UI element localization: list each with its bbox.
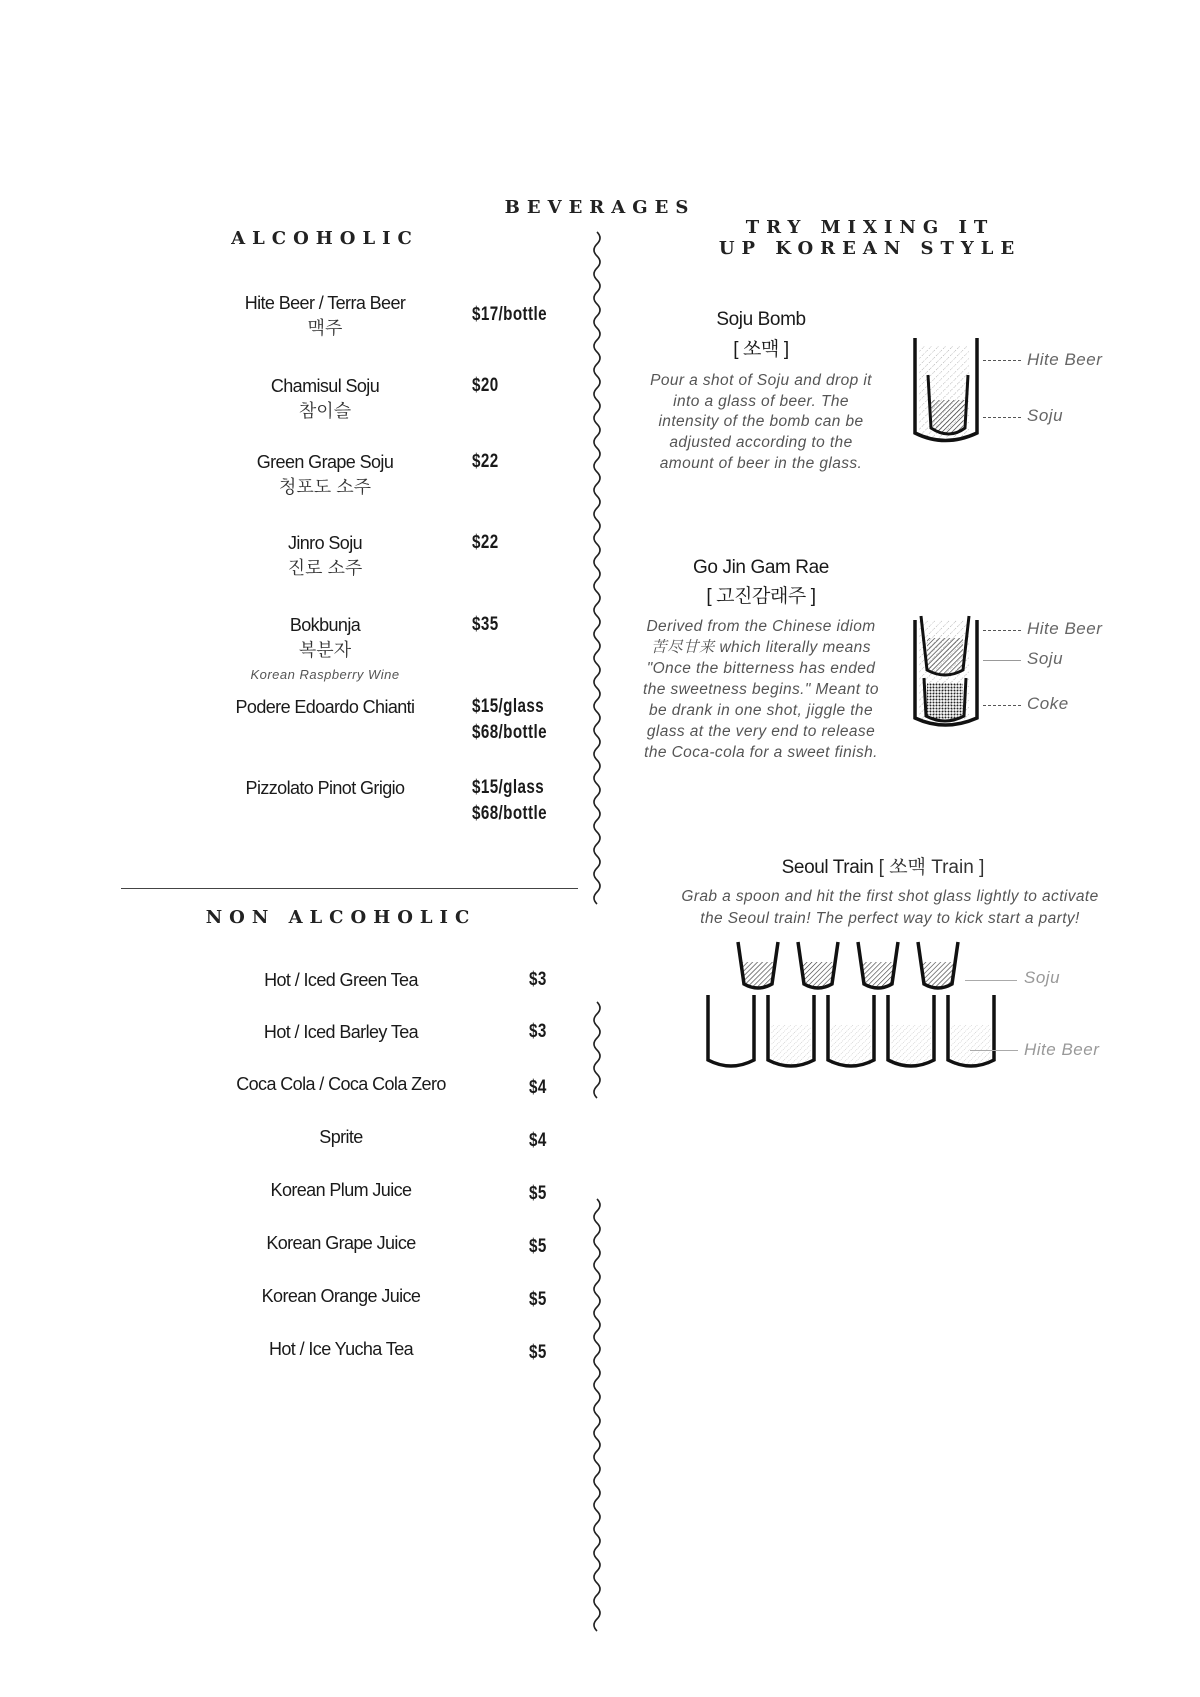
leader-line (983, 630, 1021, 631)
beer-fill (771, 1025, 811, 1065)
seoul-train-korean: [ 쏘맥 Train ] (878, 857, 985, 878)
menu-item-price: $35 (472, 614, 499, 635)
beer-fill (831, 1025, 871, 1065)
mixing-heading-line-1: TRY MIXING IT (745, 217, 995, 238)
menu-item-price: $15/glass (472, 777, 545, 798)
menu-item-price: $68/bottle (472, 722, 547, 743)
description-line: intensity of the bomb can be (658, 413, 864, 431)
soju-bomb-label-beer: Hite Beer (1027, 350, 1103, 369)
menu-item-price: $5 (529, 1289, 547, 1310)
menu-item-name: Podere Edoardo Chianti (235, 697, 415, 717)
wave-segment (594, 1199, 600, 1631)
wavy-column-divider (585, 0, 609, 1697)
menu-item-name: Jinro Soju (287, 533, 363, 553)
menu-item-price: $4 (529, 1130, 547, 1151)
menu-item-name: Korean Plum Juice (270, 1180, 412, 1200)
menu-item-name: Hot / Iced Barley Tea (263, 1022, 419, 1042)
soju-bomb-korean: [ 쏘맥 ] (733, 339, 789, 360)
soju-fill (742, 962, 774, 987)
non-alcoholic-heading: NON ALCOHOLIC (205, 907, 477, 928)
menu-item-korean-name: 진로 소주 (287, 558, 363, 578)
leader-line (983, 360, 1021, 361)
menu-item-price: $68/bottle (472, 803, 547, 824)
menu-item-price: $22 (472, 532, 499, 553)
menu-item-price: $5 (529, 1183, 547, 1204)
description-line: glass at the very end to release (646, 723, 876, 740)
go-jin-gam-rae-glass-illustration (905, 608, 995, 733)
description-line: 苦尽甘来 which literally means (651, 639, 871, 656)
beer-fill (951, 1025, 991, 1065)
soju-bomb-glass-illustration (905, 330, 995, 455)
menu-item-price: $4 (529, 1077, 547, 1098)
description-line: Derived from the Chinese idiom (646, 618, 876, 635)
description-line: Pour a shot of Soju and drop it (650, 372, 872, 389)
menu-item-name: Pizzolato Pinot Grigio (245, 778, 405, 798)
menu-item-korean-name: 참이슬 (298, 401, 352, 421)
leader-line (983, 660, 1021, 661)
beer-fill (891, 1025, 931, 1065)
go-jin-gam-rae-title: Go Jin Gam Rae (693, 557, 829, 578)
seoul-train-title: Seoul Train (781, 857, 874, 878)
menu-item-name: Hot / Ice Yucha Tea (268, 1339, 414, 1359)
menu-item-name: Chamisul Soju (270, 376, 380, 396)
menu-item-price: $5 (529, 1236, 547, 1257)
mixing-heading-line-2: UP KOREAN STYLE (718, 238, 1022, 259)
menu-item-name: Sprite (319, 1127, 363, 1147)
menu-item-price: $22 (472, 451, 499, 472)
menu-item-korean-name: 청포도 소주 (279, 477, 371, 497)
menu-item-korean-name: 맥주 (307, 318, 343, 338)
menu-item-name: Green Grape Soju (256, 452, 394, 472)
description-line: Grab a spoon and hit the first shot glass lightly to activate (681, 888, 1099, 905)
menu-item-name: Coca Cola / Coca Cola Zero (236, 1074, 446, 1094)
soju-bomb-label-soju: Soju (1027, 406, 1064, 425)
leader-line (965, 980, 1017, 981)
wave-segment (594, 232, 600, 904)
menu-item-price: $15/glass (472, 696, 545, 717)
beer-glass (708, 995, 754, 1066)
go-jin-label-soju: Soju (1027, 649, 1064, 668)
menu-item-name: Hot / Iced Green Tea (264, 970, 418, 990)
leader-line (983, 705, 1021, 706)
leader-line (983, 417, 1021, 418)
seoul-train-glasses-illustration (700, 940, 1010, 1075)
menu-item-name: Hite Beer / Terra Beer (244, 293, 406, 313)
menu-item-price: $20 (472, 375, 499, 396)
go-jin-label-coke: Coke (1027, 694, 1069, 713)
go-jin-gam-rae-korean: [ 고진감래주 ] (706, 586, 816, 607)
soju-bomb-title: Soju Bomb (716, 309, 806, 330)
description-line: amount of beer in the glass. (659, 454, 863, 472)
seoul-train-label-beer: Hite Beer (1024, 1040, 1100, 1059)
page-title: BEVERAGES (504, 197, 696, 218)
menu-item-price: $3 (529, 1021, 547, 1042)
description-line: "Once the bitterness has ended (646, 660, 876, 677)
alcoholic-heading: ALCOHOLIC (231, 228, 419, 249)
wave-segment (594, 1002, 600, 1098)
soju-fill (802, 962, 834, 987)
menu-item-price: $3 (529, 969, 547, 990)
menu-item-korean-name: 복분자 (298, 640, 352, 660)
menu-item-note: Korean Raspberry Wine (250, 667, 400, 682)
soju-fill (922, 962, 954, 987)
menu-item-price: $5 (529, 1342, 547, 1363)
seoul-train-label-soju: Soju (1024, 968, 1061, 987)
description-line: the sweetness begins." Meant to (643, 681, 879, 698)
menu-item-name: Korean Grape Juice (266, 1233, 416, 1253)
menu-item-price: $17/bottle (472, 304, 547, 325)
description-line: be drank in one shot, jiggle the (649, 702, 873, 719)
leader-line (970, 1050, 1018, 1051)
description-line: the Seoul train! The perfect way to kick start a party! (700, 910, 1080, 927)
menu-item-name: Korean Orange Juice (261, 1286, 421, 1306)
soju-fill (862, 962, 894, 987)
go-jin-label-beer: Hite Beer (1027, 619, 1103, 638)
section-divider (121, 888, 578, 889)
description-line: adjusted according to the (669, 434, 853, 452)
description-line: the Coca-cola for a sweet finish. (644, 744, 878, 761)
description-line: into a glass of beer. The (673, 392, 849, 410)
menu-item-name: Bokbunja (289, 615, 361, 635)
